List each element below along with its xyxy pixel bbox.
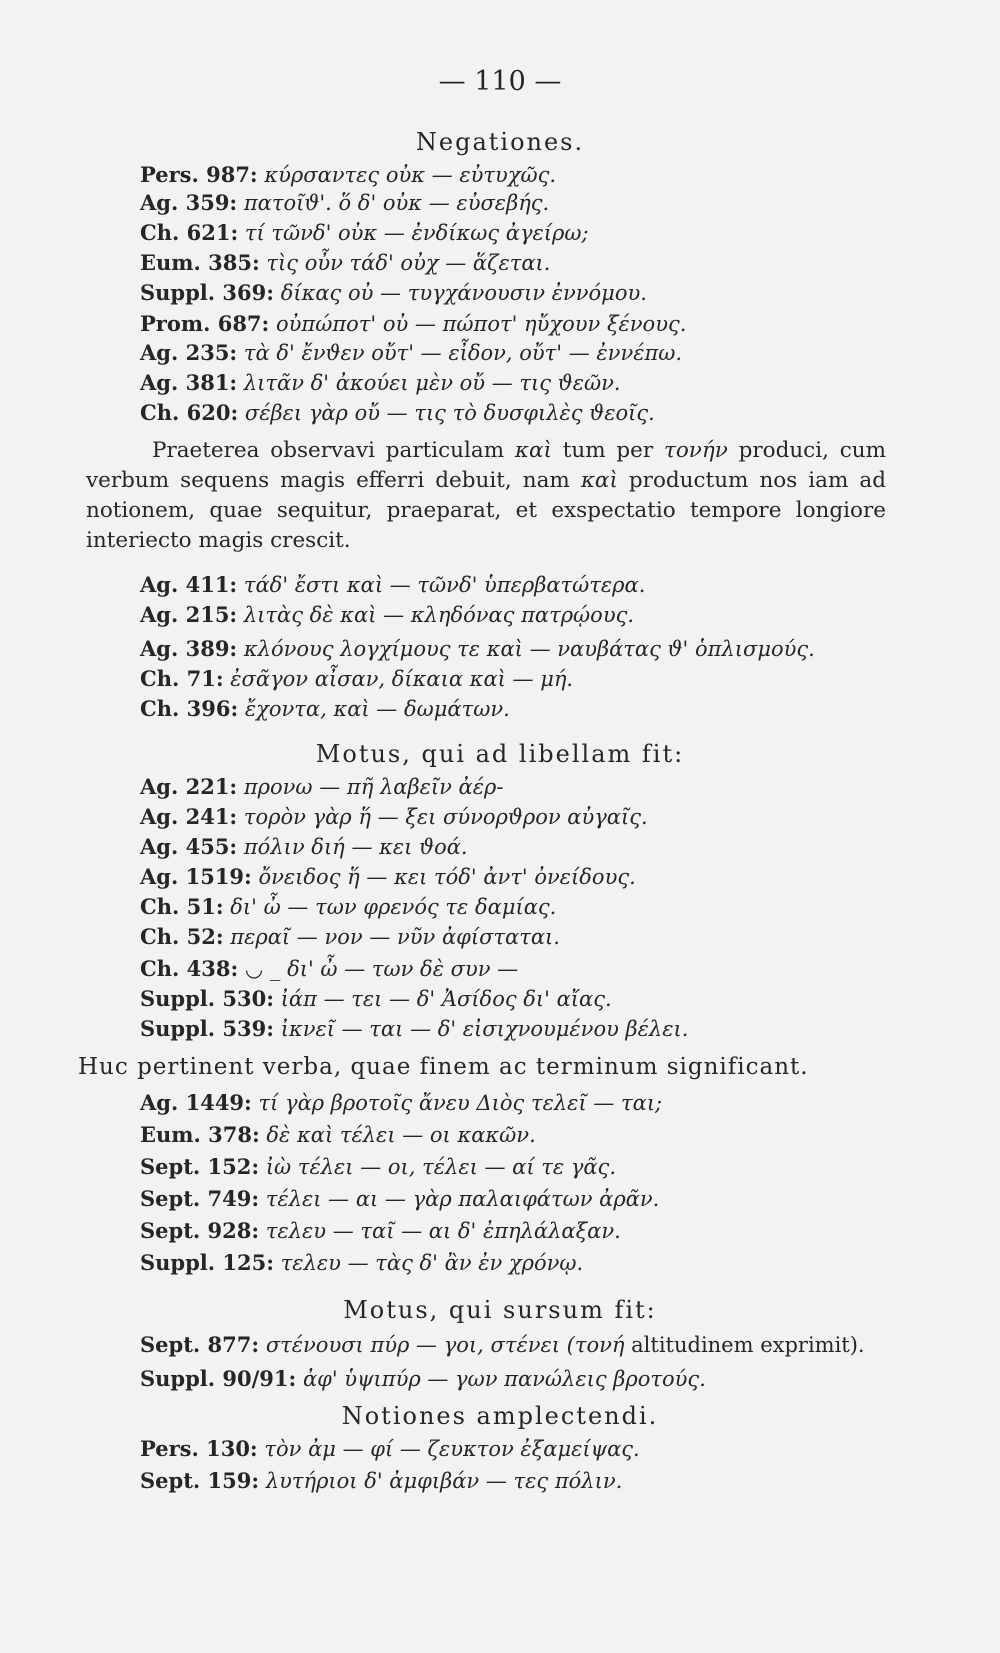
greek-text: ◡ _ δι' ὦ — των δὲ συν — [244, 957, 519, 981]
citation-line [140, 1090, 940, 1115]
citation-line [140, 834, 940, 859]
citation-ref: Pers. 987: [140, 162, 258, 187]
greek-text: στένουσι πύρ — γοι, στένει ( [265, 1333, 575, 1357]
citation-line [140, 1332, 940, 1357]
citation-line [140, 162, 940, 187]
greek-text: τί τῶνδ' οὐκ — ἐνδίκως ἀγείρω; [244, 221, 589, 245]
citation-ref: Eum. 378: [140, 1122, 260, 1147]
citation-ref: Suppl. 125: [140, 1250, 274, 1275]
citation-line [140, 572, 940, 597]
citation-line [140, 1218, 940, 1243]
greek-text: προνω — πῆ λαβεῖν ἀέρ- [243, 775, 504, 799]
citation-line [140, 1468, 940, 1493]
greek-text: ἰκνεῖ — ται — δ' εἰσιχνουμένου βέλει. [280, 1017, 689, 1041]
citation-ref: Ch. 52: [140, 924, 224, 949]
greek-text: τέλει — αι — γὰρ παλαιφάτων ἀρᾶν. [265, 1187, 660, 1211]
citation-line [140, 1436, 940, 1461]
citation-ref: Ag. 221: [140, 774, 238, 799]
greek-text: τορὸν γὰρ ἥ — ξει σύνορϑρον αὐγαῖς. [243, 805, 648, 829]
citation-ref: Ch. 621: [140, 220, 239, 245]
greek-text: πόλιν διή — κει ϑοά. [243, 835, 468, 859]
page-number: — 110 — [438, 66, 562, 97]
greek-text: κλόνους λογχίμους τε καὶ — ναυβάτας ϑ' ὁπλισμούς. [243, 637, 815, 661]
prose-text: tum per [551, 438, 664, 463]
greek-text: τὰ δ' ἔνϑεν οὔτ' — εἶδον, οὔτ' — ἐννέπω. [243, 341, 683, 365]
citation-line [140, 956, 940, 981]
citation-ref: Ag. 381: [140, 370, 238, 395]
citation-line [140, 370, 940, 395]
citation-line [140, 636, 940, 661]
citation-ref: Eum. 385: [140, 250, 260, 275]
citation-line [140, 1186, 940, 1211]
citation-ref: Ag. 411: [140, 572, 238, 597]
greek-text: τί γὰρ βροτοῖς ἄνευ Διὸς τελεῖ — ται; [258, 1091, 663, 1115]
citation-line [140, 340, 940, 365]
citation-line [140, 774, 940, 799]
prose-text: Praeterea observavi particulam [152, 438, 515, 463]
greek-text: τὶς οὖν τάδ' οὐχ — ἅζεται. [266, 251, 551, 275]
citation-ref: Suppl. 369: [140, 280, 274, 305]
citation-ref: Ag. 455: [140, 834, 238, 859]
greek-text: οὐπώποτ' οὐ — πώποτ' ηὔχουν ξένους. [275, 312, 687, 336]
citation-line [140, 220, 940, 245]
greek-text: ἀφ' ὑψιπύρ — γων πανώλεις βροτούς. [302, 1367, 706, 1391]
greek-text: τὸν ἀμ — φί — ζευκτον ἐξαμείψας. [264, 1437, 640, 1461]
citation-line [140, 864, 940, 889]
greek-text: δίκας οὐ — τυγχάνουσιν ἐννόμου. [280, 281, 647, 305]
greek-text: λιτᾶν δ' ἀκούει μὲν οὔ — τις ϑεῶν. [243, 371, 621, 395]
citation-line [140, 666, 940, 691]
citation-line [140, 280, 940, 305]
greek-text: λιτὰς δὲ καὶ — κληδόνας πατρῴους. [243, 603, 635, 627]
citation-ref: Suppl. 530: [140, 986, 274, 1011]
citation-ref: Pers. 130: [140, 1436, 258, 1461]
citation-line [140, 1122, 940, 1147]
citation-line [140, 602, 940, 627]
citation-ref: Ch. 51: [140, 894, 224, 919]
greek-text: δὲ καὶ τέλει — οι κακῶν. [266, 1123, 536, 1147]
greek-text: τελευ — ταῖ — αι δ' ἐπηλάλαξαν. [265, 1219, 621, 1243]
citation-ref: Ag. 215: [140, 602, 238, 627]
citation-ref: Ch. 438: [140, 956, 239, 981]
citation-line [140, 804, 940, 829]
citation-line [140, 1250, 940, 1275]
citation-line [140, 986, 940, 1011]
citation-line [140, 924, 940, 949]
citation-line [140, 696, 940, 721]
citation-ref: Ch. 620: [140, 400, 239, 425]
citation-ref: Ag. 359: [140, 190, 238, 215]
citation-line [140, 311, 940, 336]
citation-ref: Sept. 928: [140, 1218, 260, 1243]
citation-ref: Ag. 1519: [140, 864, 252, 889]
section-heading-motus-libellam: Motus, qui ad libellam fit: [315, 740, 685, 768]
citation-ref: Sept. 877: [140, 1332, 260, 1357]
citation-ref: Suppl. 90/91: [140, 1366, 297, 1391]
greek-word: καὶ [580, 468, 618, 493]
citation-line [140, 1154, 940, 1179]
greek-text: ἔχοντα, καὶ — δωμάτων. [244, 697, 510, 721]
prose-paragraph [86, 436, 886, 556]
greek-text: τάδ' ἔστι καὶ — τῶνδ' ὑπερβατώτερα. [243, 573, 646, 597]
latin-text: altitudinem exprimit). [624, 1333, 865, 1357]
citation-line [140, 190, 940, 215]
citation-line [140, 400, 940, 425]
greek-word: τονή [574, 1333, 625, 1357]
citation-line [140, 894, 940, 919]
citation-line [140, 1366, 940, 1391]
section-heading-motus-sursum: Motus, qui sursum fit: [343, 1296, 657, 1324]
prose-text: produci, cum verbum sequens magis efferri debuit, nam [86, 438, 886, 493]
citation-ref: Ag. 235: [140, 340, 238, 365]
greek-text: ὄνειδος ἥ — κει τόδ' ἀντ' ὀνείδους. [258, 865, 636, 889]
citation-ref: Ag. 1449: [140, 1090, 252, 1115]
citation-line [140, 250, 940, 275]
section-heading-notiones-amplectendi: Notiones amplectendi. [341, 1402, 659, 1430]
citation-ref: Sept. 159: [140, 1468, 260, 1493]
citation-line [140, 1016, 940, 1041]
greek-text: ἰάπ — τει — δ' Ἀσίδος δι' αἴας. [280, 987, 612, 1011]
greek-text: δι' ὦ — των φρενός τε δαμίας. [230, 895, 557, 919]
greek-text: ἰὼ τέλει — οι, τέλει — αί τε γᾶς. [265, 1155, 616, 1179]
citation-ref: Prom. 687: [140, 311, 270, 336]
greek-text: πατοῖϑ'. ὅ δ' οὐκ — εὐσεβής. [243, 191, 550, 215]
greek-word: καὶ [514, 438, 552, 463]
greek-text: περαῖ — νον — νῦν ἀφίσταται. [230, 925, 560, 949]
greek-text: ἐσᾶγον αἶσαν, δίκαια καὶ — μή. [230, 667, 574, 691]
greek-text: τελευ — τὰς δ' ἂν ἐν χρόνῳ. [280, 1251, 584, 1275]
greek-text: σέβει γὰρ οὔ — τις τὸ δυσφιλὲς ϑεοῖς. [244, 401, 655, 425]
greek-text: λυτήριοι δ' ἀμφιβάν — τες πόλιν. [265, 1469, 623, 1493]
prose-text: productum nos iam ad notionem, quae sequitur, praeparat, et exspectatio tempore longiore interiecto magis crescit. [86, 468, 886, 553]
citation-ref: Ch. 396: [140, 696, 239, 721]
citation-ref: Suppl. 539: [140, 1016, 274, 1041]
greek-word: τονήν [663, 438, 728, 463]
citation-ref: Sept. 749: [140, 1186, 260, 1211]
section-heading-negationes: Negationes. [415, 128, 585, 156]
greek-text: κύρσαντες οὐκ — εὐτυχῶς. [264, 163, 557, 187]
citation-ref: Ag. 241: [140, 804, 238, 829]
subheading-huc-pertinent: Huc pertinent verba, quae finem ac terminum significant. [78, 1054, 809, 1080]
citation-ref: Ag. 389: [140, 636, 238, 661]
citation-ref: Sept. 152: [140, 1154, 260, 1179]
citation-ref: Ch. 71: [140, 666, 224, 691]
